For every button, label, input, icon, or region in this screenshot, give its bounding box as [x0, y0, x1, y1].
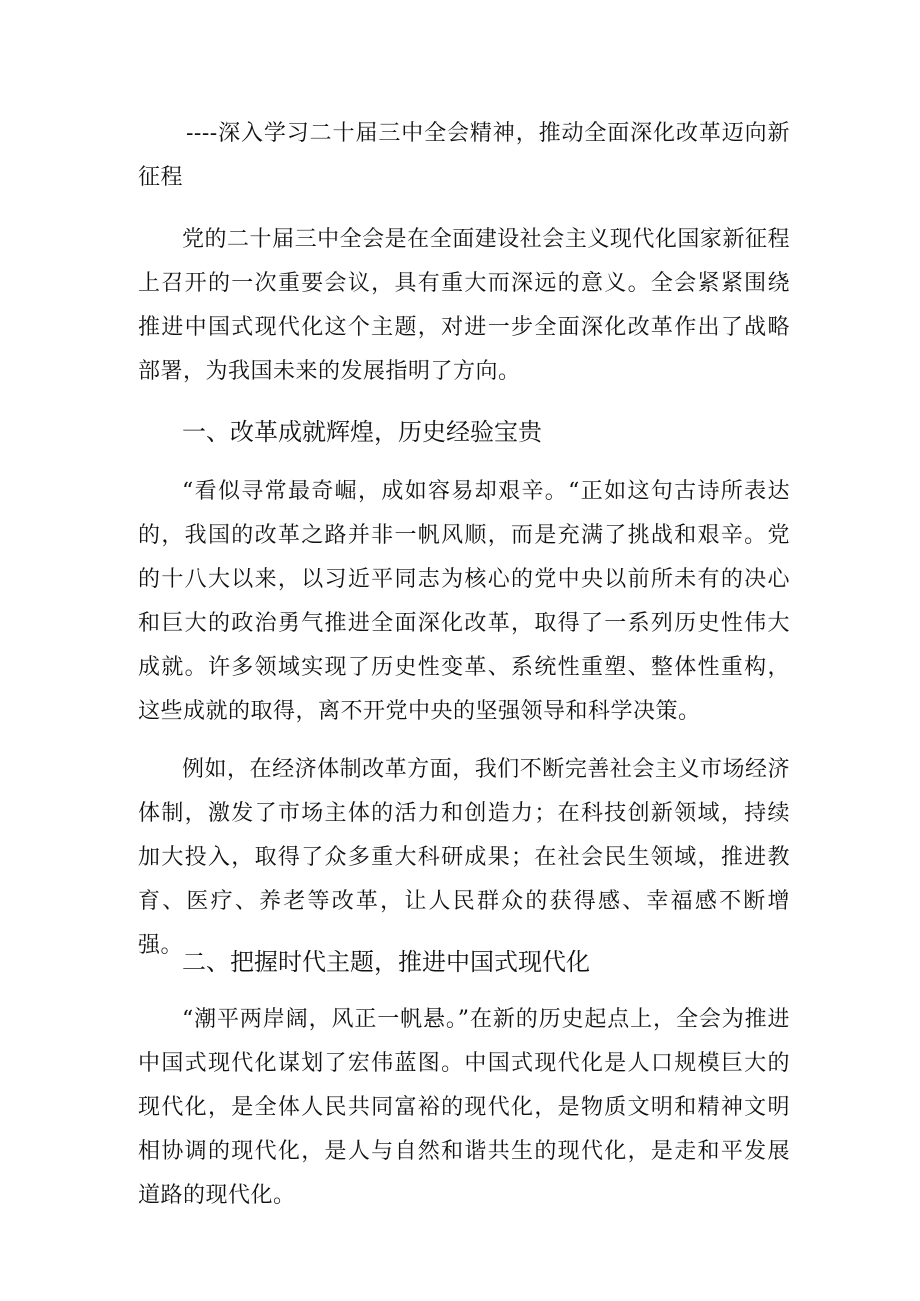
section1-paragraph-1: “看似寻常最奇崛，成如容易却艰辛。“正如这句古诗所表达的，我国的改革之路并非一帆风顺，而是充满了挑战和艰辛。党的十八大以来，以习近平同志为核心的党中央以前所未有的决心和巨大的政治勇气推进全面深化改革，取得了一系列历史性伟大成就。许多领域实现了历史性变革、系统性重塑、整体性重构，这些成就的取得，离不开党中央的坚强领导和科学决策。: [138, 479, 790, 724]
section2-paragraph-1: “潮平两岸阔，风正一帆悬。”在新的历史起点上，全会为推进中国式现代化谋划了宏伟蓝图。中国式现代化是人口规模巨大的现代化，是全体人民共同富裕的现代化，是物质文明和精神文明相协调的现代化，是人与自然和谐共生的现代化，是走和平发展道路的现代化。: [138, 1007, 790, 1208]
intro-paragraph: 党的二十届三中全会是在全面建设社会主义现代化国家新征程上召开的一次重要会议，具有重大而深远的意义。全会紧紧围绕推进中国式现代化这个主题，对进一步全面深化改革作出了战略部署，为我国未来的发展指明了方向。: [138, 227, 790, 384]
section1-paragraph-2: 例如，在经济体制改革方面，我们不断完善社会主义市场经济体制，激发了市场主体的活力和创造力；在科技创新领域，持续加大投入，取得了众多重大科研成果；在社会民生领域，推进教育、医疗、养老等改革，让人民群众的获得感、幸福感不断增强。: [138, 757, 790, 958]
document-subtitle: ----深入学习二十届三中全会精神，推动全面深化改革迈向新征程: [138, 121, 790, 190]
section-heading-2: 二、把握时代主题，推进中国式现代化: [182, 948, 590, 976]
section-heading-1: 一、改革成就辉煌，历史经验宝贵: [182, 418, 542, 446]
